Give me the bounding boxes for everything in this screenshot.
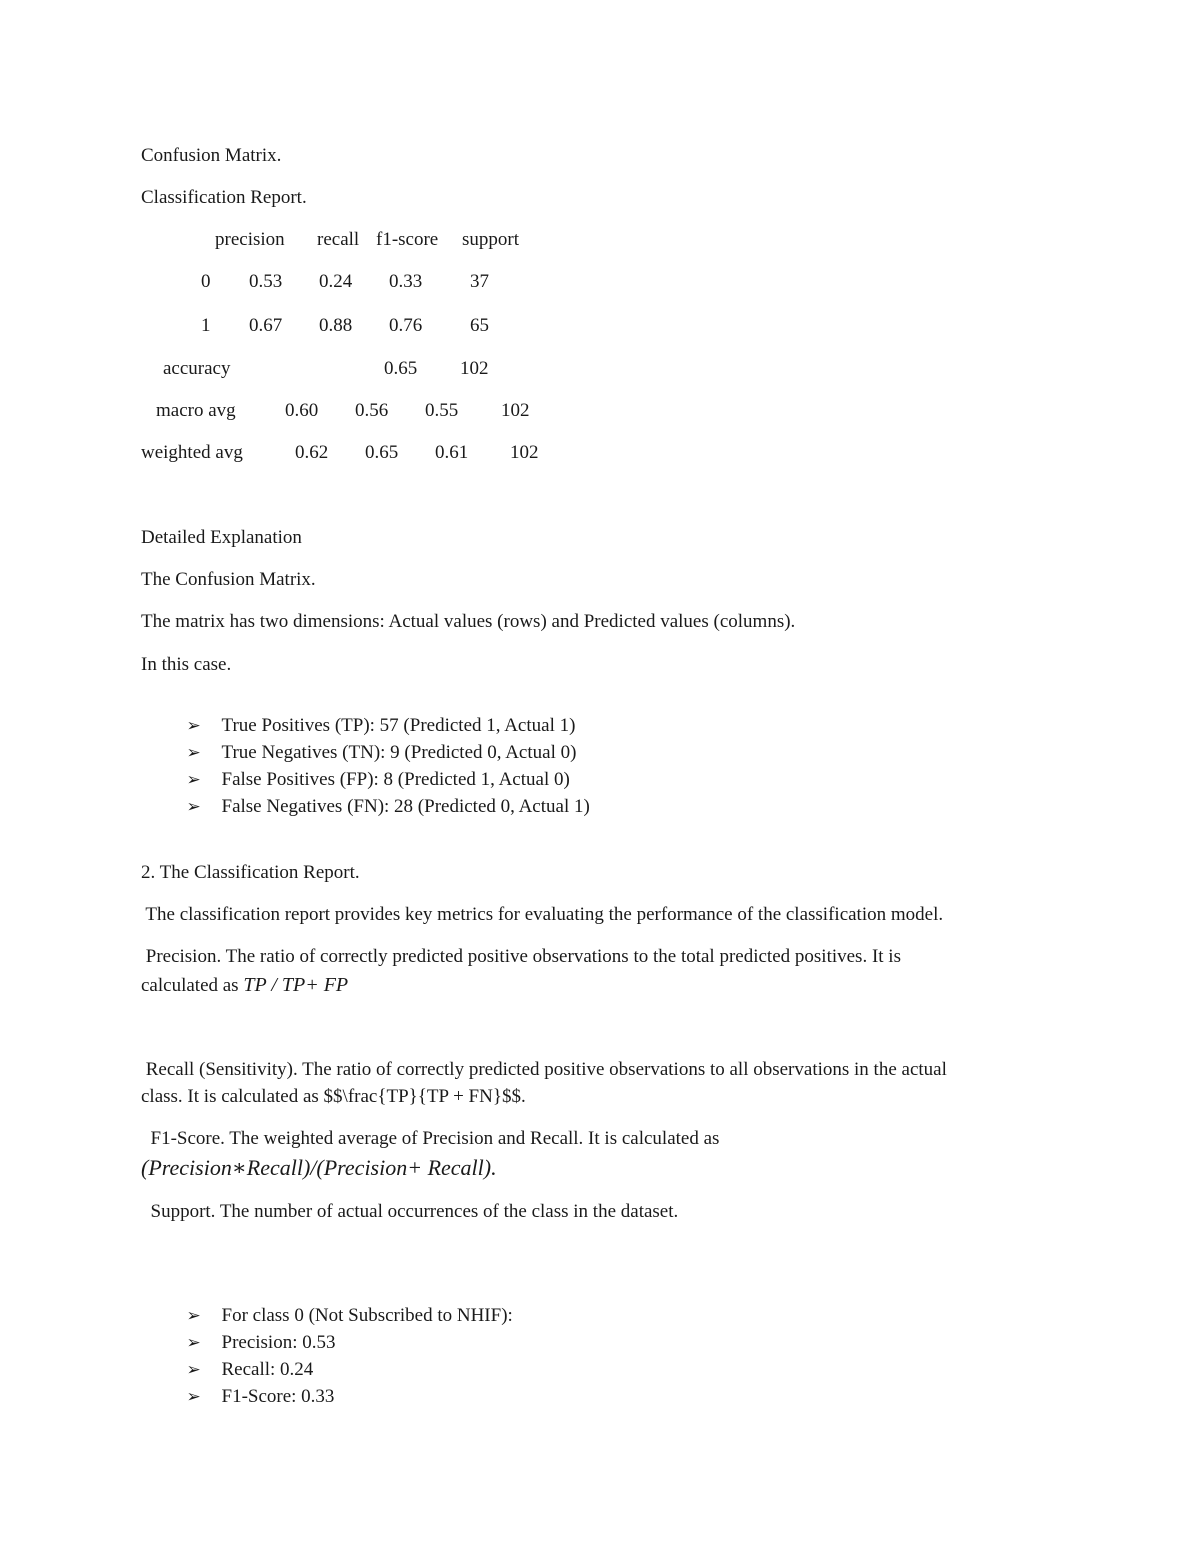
report-cell: 102 <box>460 358 489 379</box>
report-cell: 102 <box>501 400 530 421</box>
report-header-support: support <box>462 229 519 250</box>
report-cell: 0.61 <box>435 442 469 463</box>
report-cell: 102 <box>510 442 539 463</box>
precision-calculation-label: calculated as <box>141 975 244 996</box>
report-cell: 0.65 <box>365 442 399 463</box>
recall-description: Recall (Sensitivity). The ratio of correctly predicted positive observations to all observations in the actual <box>141 1059 947 1080</box>
list-item <box>177 778 590 816</box>
arrow-bullet-icon: ➢ <box>186 1387 201 1407</box>
report-row-label: 1 <box>201 315 211 336</box>
classification-report-heading: Classification Report. <box>141 187 307 208</box>
arrow-bullet-icon: ➢ <box>186 1360 201 1380</box>
report-cell: 0.60 <box>285 400 319 421</box>
report-cell: 0.65 <box>384 358 418 379</box>
arrow-bullet-icon: ➢ <box>186 770 201 790</box>
recall-calculation: class. It is calculated as $$\frac{TP}{TP + FN}$$. <box>141 1086 526 1107</box>
report-cell: 0.24 <box>319 271 353 292</box>
precision-calculation <box>141 975 348 995</box>
arrow-bullet-icon: ➢ <box>186 716 201 736</box>
detailed-explanation-heading: Detailed Explanation <box>141 527 302 548</box>
report-cell: 0.33 <box>389 271 423 292</box>
list-item-text: False Positives (FP): 8 (Predicted 1, Actual 0) <box>221 769 570 790</box>
report-header-precision: precision <box>215 229 285 250</box>
list-item-text: True Negatives (TN): 9 (Predicted 0, Actual 0) <box>221 742 577 763</box>
f1-formula: (Precision∗Recall)/(Precision+ Recall). <box>141 1155 497 1180</box>
report-cell: 0.67 <box>249 315 283 336</box>
report-header-f1: f1-score <box>376 229 439 250</box>
report-intro-text: The classification report provides key metrics for evaluating the performance of the classification model. <box>141 904 944 925</box>
list-item-text: Precision: 0.53 <box>221 1332 336 1353</box>
list-item-text: F1-Score: 0.33 <box>221 1386 335 1407</box>
report-cell: 65 <box>470 315 489 336</box>
precision-formula: TP / TP+ FP <box>243 974 349 996</box>
list-item-text: For class 0 (Not Subscribed to NHIF): <box>221 1305 513 1326</box>
in-this-case-text: In this case. <box>141 654 232 675</box>
precision-description: Precision. The ratio of correctly predicted positive observations to the total predicted positives. It is <box>141 946 901 967</box>
list-item-text: True Positives (TP): 57 (Predicted 1, Actual 1) <box>221 715 576 736</box>
report-cell: 0.62 <box>295 442 329 463</box>
report-cell: 0.53 <box>249 271 283 292</box>
report-row-label: 0 <box>201 271 211 292</box>
report-row-label: weighted avg <box>141 442 243 463</box>
list-item-text: Recall: 0.24 <box>221 1359 314 1380</box>
arrow-bullet-icon: ➢ <box>186 1333 201 1353</box>
support-description: Support. The number of actual occurrences of the class in the dataset. <box>141 1201 679 1222</box>
list-item <box>177 1368 334 1406</box>
report-cell: 0.56 <box>355 400 389 421</box>
report-cell: 0.76 <box>389 315 423 336</box>
list-item-text: False Negatives (FN): 28 (Predicted 0, Actual 1) <box>221 796 590 817</box>
report-row-label: macro avg <box>156 400 236 421</box>
f1-description: F1-Score. The weighted average of Precision and Recall. It is calculated as <box>141 1128 720 1149</box>
matrix-dimensions-text: The matrix has two dimensions: Actual values (rows) and Predicted values (columns). <box>141 611 796 632</box>
the-confusion-matrix-heading: The Confusion Matrix. <box>141 569 316 590</box>
classification-report-section-heading: 2. The Classification Report. <box>141 862 360 883</box>
report-cell: 0.88 <box>319 315 353 336</box>
report-cell: 37 <box>470 271 489 292</box>
report-cell: 0.55 <box>425 400 459 421</box>
confusion-matrix-heading: Confusion Matrix. <box>141 145 282 166</box>
report-row-label: accuracy <box>163 358 231 379</box>
report-header-recall: recall <box>317 229 360 250</box>
arrow-bullet-icon: ➢ <box>186 797 201 817</box>
arrow-bullet-icon: ➢ <box>186 1306 201 1326</box>
arrow-bullet-icon: ➢ <box>186 743 201 763</box>
